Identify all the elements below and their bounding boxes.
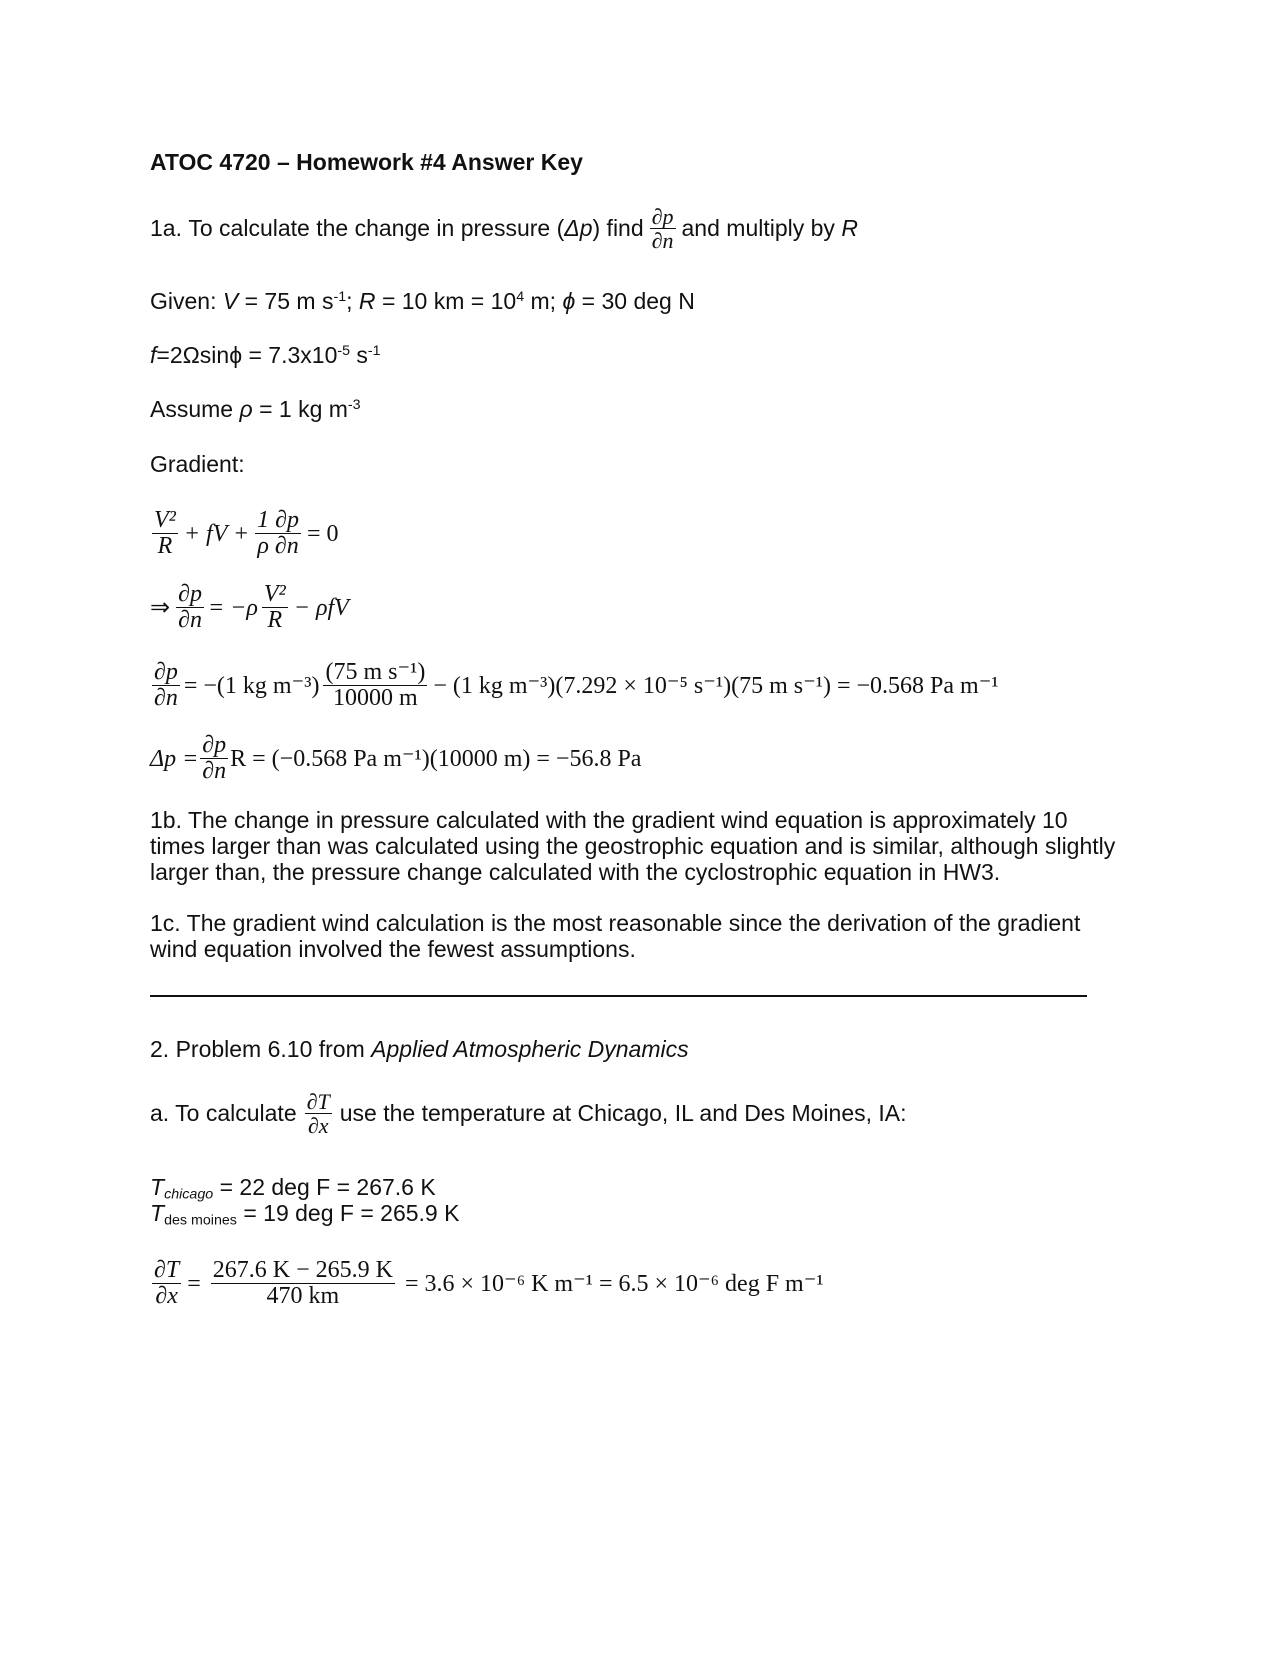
q1a-text-after: and multiply by — [681, 215, 835, 242]
answer-1c — [150, 910, 1080, 962]
eq3-den2: 10000 m — [333, 685, 418, 712]
given-m: m; — [530, 288, 557, 314]
answer-1b — [150, 807, 1115, 885]
assume-rho: ρ — [239, 396, 253, 422]
problem-2-book-title: Applied Atmospheric Dynamics — [371, 1036, 689, 1062]
problem-2-prefix: 2. Problem 6.10 from — [150, 1036, 365, 1062]
problem-2-heading — [150, 1038, 689, 1061]
eq3-term2: − (1 kg m⁻³)(7.292 × 10⁻⁵ s⁻¹)(75 m s⁻¹) = −0.568 Pa m⁻¹ — [433, 672, 999, 699]
eq5-rhs: = 3.6 × 10⁻⁶ K m⁻¹ = 6.5 × 10⁻⁶ deg F m⁻¹ — [404, 1270, 824, 1297]
answer-1c-line: wind equation involved the fewest assumptions. — [150, 936, 636, 962]
eq5-equals: = — [187, 1270, 201, 1297]
given-semicolon: ; — [346, 288, 353, 314]
q1a-text-before: To calculate the change in pressure ( — [188, 215, 565, 242]
given-r-exp: 4 — [516, 289, 525, 306]
eq2-frac1 — [176, 582, 204, 633]
coriolis-line — [150, 344, 381, 367]
eq5-frac2 — [207, 1258, 399, 1309]
answer-1c-line: 1c. The gradient wind calculation is the most reasonable since the derivation of the gradient — [150, 910, 1081, 936]
assume-exp: -3 — [347, 397, 361, 414]
eq4-frac — [200, 733, 228, 784]
eq3-num1: ∂p — [154, 659, 178, 685]
q2a-prefix: a. To calculate — [150, 1100, 297, 1127]
eq1-plus-fv: + fV + — [183, 520, 250, 547]
q1a-text-mid: ) find — [592, 215, 644, 242]
given-phi-value: = 30 deg N — [581, 288, 695, 314]
assume-prefix: Assume — [150, 396, 234, 422]
given-line — [150, 290, 695, 313]
temp-des-moines-symbol: T — [150, 1200, 165, 1226]
eq1-frac1 — [152, 508, 178, 559]
eq5-num2: 267.6 K − 265.9 K — [212, 1257, 393, 1283]
eq3-frac2 — [323, 660, 427, 711]
eq3-num2: (75 m s⁻¹) — [325, 659, 426, 685]
eq1-num2: 1 ∂p — [257, 507, 300, 533]
equation-dT-dx — [150, 1258, 824, 1309]
assume-line — [150, 398, 361, 421]
eq4-lhs: Δp = — [150, 745, 199, 772]
eq5-den1: ∂x — [155, 1283, 178, 1310]
equation-dp-dn — [150, 582, 349, 633]
given-V: V — [222, 288, 239, 314]
answer-1b-line: larger than, the pressure change calculated with the cyclostrophic equation in HW3. — [150, 859, 1001, 885]
eq3-term1: = −(1 kg m⁻³) — [183, 672, 320, 699]
coriolis-exp: -5 — [337, 343, 351, 360]
gradient-label: Gradient: — [150, 451, 245, 477]
coriolis-unit-exp: -1 — [367, 343, 381, 360]
q1a-label: 1a. — [150, 215, 182, 242]
eq3-frac1 — [152, 660, 180, 711]
q2a-fraction — [305, 1090, 332, 1137]
given-R: R — [358, 288, 376, 314]
temp-chicago — [150, 1174, 436, 1203]
eq2-den1: ∂n — [178, 607, 202, 634]
eq1-den2: ρ ∂n — [257, 533, 299, 560]
eq5-num1: ∂T — [154, 1257, 180, 1283]
q2a-suffix: use the temperature at Chicago, IL and Des Moines, IA: — [339, 1100, 907, 1127]
eq2-num2: V² — [263, 581, 286, 607]
eq4-num: ∂p — [202, 732, 227, 758]
temp-chicago-symbol: T — [150, 1174, 165, 1200]
given-v-value: = 75 m s — [244, 288, 334, 314]
q2a-frac-num: ∂T — [306, 1089, 330, 1114]
eq2-den2: R — [267, 607, 283, 634]
page-title: ATOC 4720 – Homework #4 Answer Key — [150, 149, 583, 175]
eq4-den: ∂n — [202, 758, 227, 785]
question-2a — [150, 1090, 907, 1137]
eq2-rhs: − ρfV — [293, 594, 349, 621]
q1a-fraction — [650, 205, 676, 252]
q2a-frac-den: ∂x — [307, 1113, 329, 1139]
eq1-num1: V² — [154, 507, 176, 533]
q1a-R: R — [841, 215, 858, 242]
eq1-den1: R — [157, 533, 173, 560]
equation-numeric-dp-dn — [150, 660, 999, 711]
given-v-exp: -1 — [333, 289, 347, 306]
coriolis-f: f — [150, 342, 157, 368]
eq2-mid: = −ρ — [207, 594, 258, 621]
assume-value: = 1 kg m — [259, 396, 348, 422]
q1a-frac-den: ∂n — [651, 228, 674, 254]
eq5-den2: 470 km — [266, 1283, 340, 1310]
q1a-delta-p: Δp — [564, 215, 593, 242]
temp-chicago-sub: chicago — [164, 1186, 214, 1203]
given-phi: ϕ — [562, 288, 576, 314]
eq4-rhs: R = (−0.568 Pa m⁻¹)(10000 m) = −56.8 Pa — [230, 745, 642, 772]
question-1a — [150, 205, 858, 252]
temp-des-moines-value: = 19 deg F = 265.9 K — [243, 1200, 460, 1226]
answer-1b-line: times larger than was calculated using the geostrophic equation and is similar, although slightly — [150, 833, 1116, 859]
equation-delta-p — [150, 733, 641, 784]
coriolis-expr: =2Ωsinϕ = 7.3x10 — [156, 342, 338, 368]
given-prefix: Given: — [150, 288, 217, 314]
temp-des-moines-sub: des moines — [164, 1212, 237, 1229]
given-r-value: = 10 km = 10 — [381, 288, 517, 314]
answer-1b-line: 1b. The change in pressure calculated with the gradient wind equation is approximately 10 — [150, 807, 1068, 833]
eq2-num1: ∂p — [178, 581, 202, 607]
eq5-frac1 — [152, 1258, 181, 1309]
section-divider — [150, 995, 1087, 997]
eq1-frac2 — [255, 508, 301, 559]
coriolis-unit: s — [356, 342, 368, 368]
eq3-den1: ∂n — [154, 685, 178, 712]
equation-gradient-wind — [150, 508, 339, 559]
q1a-frac-num: ∂p — [651, 204, 674, 229]
eq2-arrow: ⇒ — [150, 594, 171, 621]
temp-des-moines — [150, 1200, 460, 1229]
temp-chicago-value: = 22 deg F = 267.6 K — [219, 1174, 436, 1200]
eq2-frac2 — [262, 582, 288, 633]
eq1-rhs: = 0 — [307, 520, 339, 547]
